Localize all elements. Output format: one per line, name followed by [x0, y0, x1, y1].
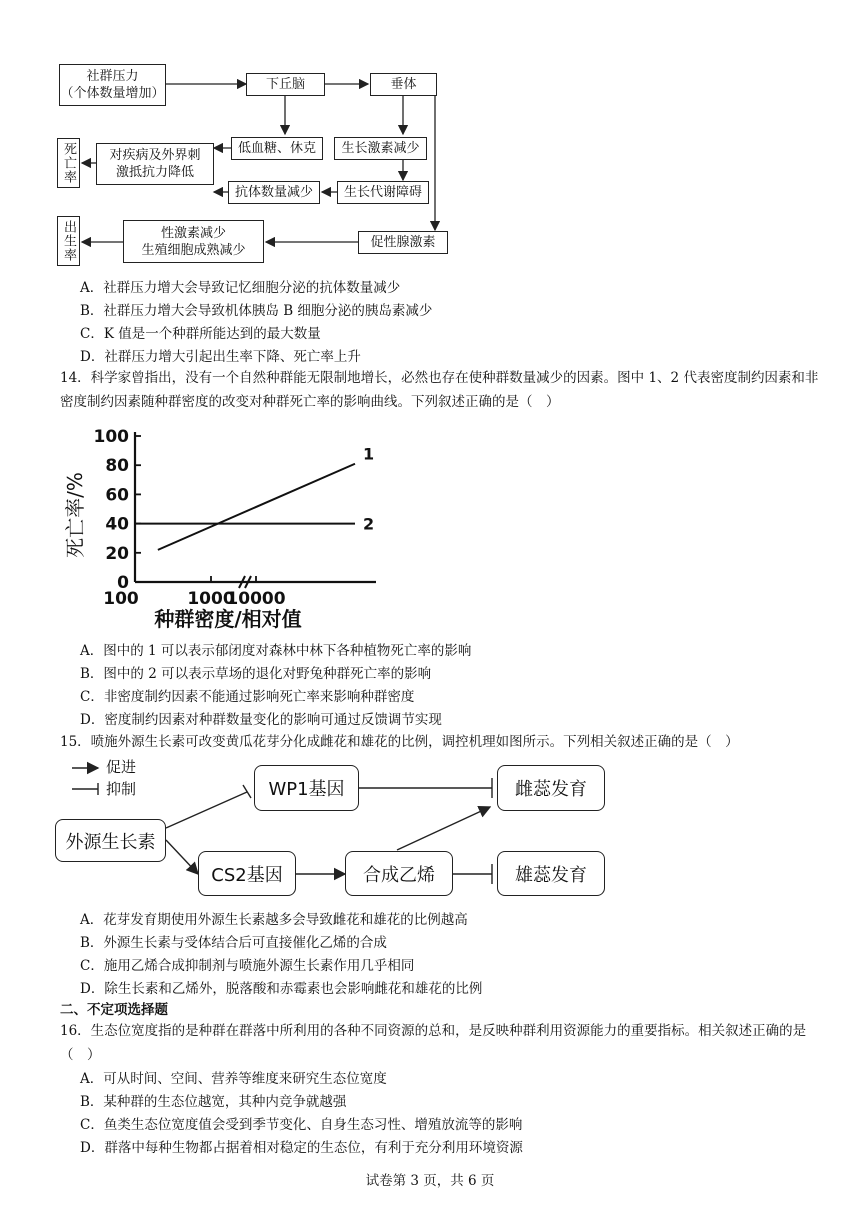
q13-option-a: A．社群压力增大会导致记忆细胞分泌的抗体数量减少 [80, 280, 401, 296]
box-social-pressure: 社群压力 （个体数量增加） [59, 64, 166, 106]
y-tick-label: 100 [93, 427, 129, 447]
y-axis-label: 死亡率/% [63, 472, 87, 558]
legend-promote: 促进 [106, 758, 137, 776]
y-tick-label: 20 [105, 543, 129, 564]
q14-option-d: D．密度制约因素对种群数量变化的影响可通过反馈调节实现 [80, 712, 442, 728]
q13-option-b: B．社群压力增大会导致机体胰岛 B 细胞分泌的胰岛素减少 [80, 303, 433, 319]
box-resistance: 对疾病及外界刺 激抵抗力降低 [96, 143, 214, 185]
q16-option-a: A．可从时间、空间、营养等维度来研究生态位宽度 [80, 1071, 387, 1087]
q14-option-a: A．图中的 1 可以表示郁闭度对森林中林下各种植物死亡率的影响 [80, 643, 472, 659]
box-pituitary: 垂体 [370, 73, 437, 96]
label-death-rate: 死亡率 [57, 138, 80, 188]
q15-option-b: B．外源生长素与受体结合后可直接催化乙烯的合成 [80, 935, 387, 951]
label-birth-rate: 出生率 [57, 216, 80, 266]
x-axis-label: 种群密度/相对值 [154, 607, 302, 631]
box-gonadotropin: 促性腺激素 [358, 231, 448, 254]
box-exogenous-auxin: 外源生长素 [55, 819, 166, 862]
q15-option-d: D．除生长素和乙烯外，脱落酸和赤霉素也会影响雌花和雄花的比例 [80, 981, 483, 997]
box-antibody: 抗体数量减少 [228, 181, 320, 204]
box-stamen-development: 雄蕊发育 [497, 851, 605, 896]
box-wp1-gene: WP1基因 [254, 765, 359, 811]
q16-option-c: C．鱼类生态位宽度值会受到季节变化、自身生态习性、增殖放流等的影响 [80, 1117, 523, 1133]
x-tick-label: 100 [103, 589, 139, 609]
series-label-2: 2 [363, 514, 375, 534]
q14-option-b: B．图中的 2 可以表示草场的退化对野兔种群死亡率的影响 [80, 666, 432, 682]
q16-option-b: B．某种群的生态位越宽，其种内竞争就越强 [80, 1094, 347, 1110]
q13-option-c: C．K 值是一个种群所能达到的最大数量 [80, 326, 321, 342]
box-ethylene-synthesis: 合成乙烯 [345, 851, 453, 896]
q16-option-d: D．群落中每种生物都占据着相对稳定的生态位，有利于充分利用环境资源 [80, 1140, 523, 1156]
q14-option-c: C．非密度制约因素不能通过影响死亡率来影响种群密度 [80, 689, 415, 705]
box-cs2-gene: CS2基因 [198, 851, 296, 896]
q15-option-a: A．花芽发育期使用外源生长素越多会导致雌花和雄花的比例越高 [80, 912, 468, 928]
y-tick-label: 60 [105, 485, 129, 506]
box-growth-hormone: 生长激素减少 [334, 137, 427, 160]
section-heading-multi-choice: 二、不定项选择题 [60, 1002, 168, 1018]
x-tick-label: 1000 [187, 589, 235, 609]
series-line-1 [158, 464, 355, 550]
q15-option-c: C．施用乙烯合成抑制剂与喷施外源生长素作用几乎相同 [80, 958, 415, 974]
box-sex-hormone: 性激素减少 生殖细胞成熟减少 [123, 220, 264, 263]
x-tick-label: 10000 [226, 589, 286, 609]
q14-mortality-chart [60, 420, 400, 636]
box-hypoglycemia: 低血糖、休克 [231, 137, 323, 160]
y-tick-label: 0 [117, 573, 129, 593]
legend-inhibit: 抑制 [106, 780, 137, 798]
series-label-1: 1 [363, 444, 375, 464]
page-footer: 试卷第 3 页，共 6 页 [365, 1173, 495, 1189]
y-tick-label: 80 [105, 456, 129, 477]
box-pistil-development: 雌蕊发育 [497, 765, 605, 811]
q14-stem: 14．科学家曾指出，没有一个自然种群能无限制地增长，必然也存在使种群数量减少的因素。图中 1、2 代表密度制约因素和非密度制约因素随种群密度的改变对种群死亡率的影响曲线。下列叙述正确的是（ ） [60, 370, 819, 410]
q13-option-d: D．社群压力增大引起出生率下降、死亡率上升 [80, 349, 361, 365]
box-growth-metabolism: 生长代谢障碍 [337, 181, 429, 204]
box-hypothalamus: 下丘脑 [246, 73, 325, 96]
y-tick-label: 40 [105, 514, 129, 535]
q16-stem: 16．生态位宽度指的是种群在群落中所利用的各种不同资源的总和，是反映种群利用资源能力的重要指标。相关叙述正确的是（ ） [60, 1023, 807, 1063]
q15-stem: 15．喷施外源生长素可改变黄瓜花芽分化成雌花和雄花的比例，调控机理如图所示。下列相关叙述正确的是（ ） [60, 734, 739, 750]
